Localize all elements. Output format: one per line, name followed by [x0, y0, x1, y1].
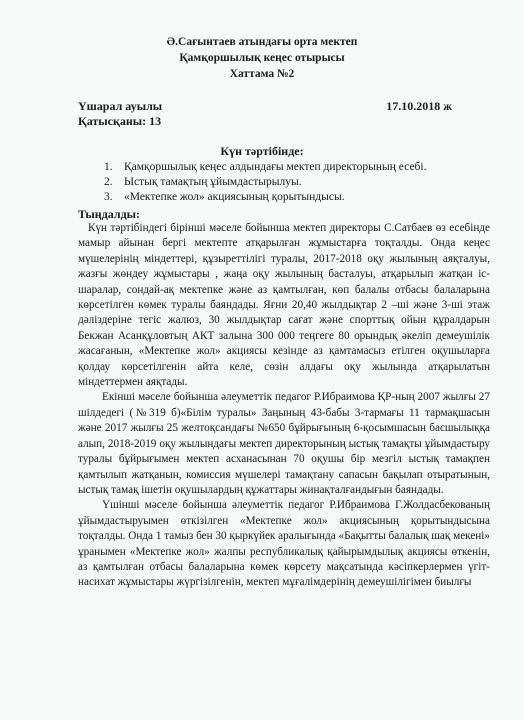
heard-heading: Тыңдалды: — [78, 207, 141, 221]
school-name: Ә.Сағынтаев атындағы орта мектеп — [166, 36, 358, 48]
agenda-item-number: 3. — [104, 191, 113, 203]
agenda-item-number: 1. — [104, 161, 113, 173]
meeting-title: Қамқоршылық кеңес отырысы — [179, 52, 345, 64]
protocol-number: Хаттама №2 — [229, 68, 295, 80]
agenda-item-text: Қамқоршылық кеңес алдындағы мектеп директорының есебі. — [124, 161, 427, 173]
paragraph-second-issue: Екінші мәселе бойынша әлеуметтік педагог Р.Ибраимова ҚР-ның 2007 жылғы 27 шілдедегі (№319 б)«Білім туралы» Заңының 43-бабы 3-тармағы 11 тармақшасын және 2017 жылғы 25 желтоқсандағы №650 бұйрығының 6-қосымшасын басшылыққа алып, 2018-2019 оқу жылындағы мектеп директорының ыстық тамақты ұйымдастыру туралы бұйрығымен мектеп асханасынан 70 оқушы бір мезгіл ыстық тамақпен қамтылып жатқанын, комиссия мүшелері тамақтану сапасын бақылап отыратынын, ыстық тамақ ішетін оқушылардың құжаттары жинақталғандығын баяндады. — [78, 391, 490, 496]
protocol-body — [78, 221, 490, 591]
agenda-item — [104, 175, 426, 190]
agenda-item-text: Ыстық тамақтың ұйымдастырылуы. — [124, 176, 302, 188]
paragraph-first-issue: Күн тәртібіндегі бірінші мәселе бойынша мектеп директоры С.Сатбаев өз есебінде мамыр айынан бергі мектепте атқарылған жұмыстарға тоқталды. Онда кеңес мүшелерінің міндеттері, құзыреттілігі туралы, 2017-2018 оқу жылының аяқталуы, жазғы жөндеу жұмыстары , жаңа оқу жылының басталуы, атқарылып жатқан іс-шаралар, сондай-ақ мектепке және аз қамтылған, көп балалы отбасы балаларына көрсетілген көмек туралы баяндады. Яғни 20,40 жылдықтар 2 –ші және 3-ші этаж дәліздеріне тегіс жалюз, 30 жылдықтар сағат және спорттық ойын құралдарын Бекжан Асанқұловтың АКТ залына 300 000 теңгеге 80 орындық әкеліп демеушілік жасағанын, «Мектепке жол» акциясы кезінде аз қамтамасыз етілген оқушыларға қолдау көрсетілгенін айта келе, сөзін алдағы оқу жылында атқарылатын міндеттермен аяқтады. — [78, 222, 490, 389]
meeting-date: 17.10.2018 ж — [386, 99, 452, 113]
agenda-list — [104, 160, 426, 205]
agenda-item-number: 2. — [104, 176, 113, 188]
agenda-title: Күн тәртібінде: — [220, 144, 304, 158]
agenda-item — [104, 160, 426, 175]
paragraph-third-issue: Үшінші мәселе бойынша әлеуметтік педагог Р.Ибраимова Г.Жолдасбекованың ұйымдастыруымен өткізілген «Мектепке жол» акциясының қорытындысына тоқталды. Онда 1 тамыз бен 30 қыркүйек аралығында «Бақытты балалық шақ мекені» ұранымен «Мектепке жол» жалпы республикалық қайырымдылық акциясы өткенін, аз қамтылған отбасы балаларына көмек көрсету мақсатында кәсіпкерлермен үгіт-насихат жұмыстары жүргізілгенін, мектеп мұғалімдерінің демеушілігімен биылғы — [78, 499, 490, 589]
attendees-count: Қатысқаны: 13 — [78, 114, 162, 128]
agenda-item — [104, 190, 426, 205]
agenda-item-text: «Мектепке жол» акциясының қорытындысы. — [124, 191, 345, 203]
place-name: Үшарал ауылы — [78, 99, 163, 113]
